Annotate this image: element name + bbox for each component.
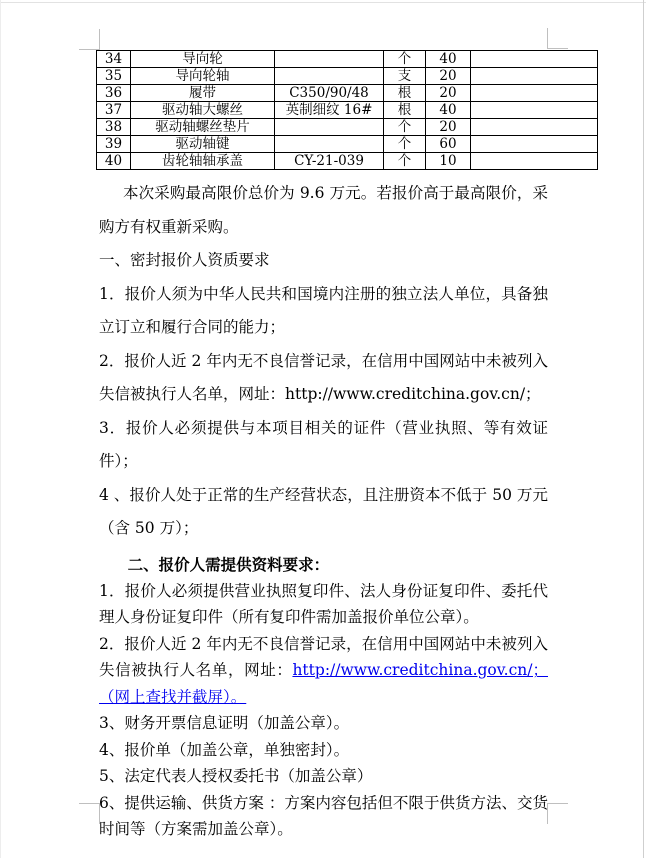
cell-unit: 个 [384,119,426,136]
section2-item: 3、财务开票信息证明（加盖公章）。 [99,714,350,732]
section1-item: 1．报价人须为中华人民共和国境内注册的独立法人单位，具备独立订立和履行合同的能力； [99,284,548,336]
cell-unit: 根 [384,85,426,102]
table-row [97,51,598,68]
cell-spec: CY-21-039 [275,153,384,170]
cell-qty: 10 [426,153,471,170]
cell-spec [275,51,384,68]
cell-index: 36 [97,85,131,102]
margin-crop-mark-bottom-left [79,803,100,824]
section2-heading: 二、报价人需提供资料要求： [127,554,330,574]
cell-name: 导向轮轴 [131,68,275,85]
parts-table [96,50,598,170]
cell-note [471,136,598,153]
section1-item: 3．报价人必须提供与本项目相关的证件（营业执照、等有效证件）； [99,418,548,470]
cell-qty: 40 [426,51,471,68]
cell-spec [275,68,384,85]
cell-spec [275,119,384,136]
creditchina-hyperlink[interactable]: http://www.creditchina.gov.cn/；（网上查找并截屏）。 [99,661,548,706]
cell-unit: 个 [384,136,426,153]
cell-note [471,68,598,85]
cell-spec: C350/90/48 [275,85,384,102]
table-row [97,119,598,136]
margin-crop-mark-top-left [79,29,100,50]
cell-index: 35 [97,68,131,85]
cell-note [471,51,598,68]
cell-note [471,119,598,136]
cell-spec: 英制细纹 16# [275,102,384,119]
cell-spec [275,136,384,153]
cell-note [471,102,598,119]
cell-unit: 个 [384,51,426,68]
cell-name: 驱动轴螺丝垫片 [131,119,275,136]
cell-qty: 40 [426,102,471,119]
cell-qty: 20 [426,119,471,136]
table-row [97,102,598,119]
cell-unit: 个 [384,153,426,170]
cell-note [471,85,598,102]
cell-index: 38 [97,119,131,136]
document-body-text [99,177,548,843]
section1-item: 4 、报价人处于正常的生产经营状态，且注册资本不低于 50 万元（含 50 万）； [99,485,548,537]
section2-item2-text: 2．报价人近 2 年内无不良信誉记录，在信用中国网站中未被列入失信被执行人名单，网址： [99,634,548,679]
cell-qty: 20 [426,68,471,85]
page-top-edge [0,2,646,3]
table-row [97,136,598,153]
cell-index: 34 [97,51,131,68]
cell-name: 导向轮 [131,51,275,68]
section2-item: 6、提供运输、供货方案 ：方案内容包括但不限于供货方法、交货时间等（方案需加盖公章）。 [99,793,548,838]
page-right-edge [643,0,644,858]
section1-heading: 一、密封报价人资质要求 [99,251,270,269]
cell-note [471,153,598,170]
margin-crop-mark-bottom-right [547,803,568,824]
cell-name: 齿轮轴轴承盖 [131,153,275,170]
section2-item: 5、法定代表人授权委托书（加盖公章） [99,767,373,785]
cell-name: 驱动轴键 [131,136,275,153]
section2-item: 4、报价单（加盖公章，单独密封）。 [99,740,350,759]
intro-paragraph: 本次采购最高限价总价为 9.6 万元。若报价高于最高限价，采购方有权重新采购。 [99,184,548,236]
table-row [97,85,598,102]
cell-index: 40 [97,153,131,170]
cell-unit: 根 [384,102,426,119]
section2-item [99,631,548,711]
cell-index: 37 [97,102,131,119]
margin-crop-mark-top-right [547,28,568,49]
table-row [97,68,598,85]
table-row [97,153,598,170]
cell-qty: 20 [426,85,471,102]
section2-item: 1．报价人必须提供营业执照复印件、法人身份证复印件、委托代理人身份证复印件（所有复印件需加盖报价单位公章）。 [99,581,548,626]
cell-qty: 60 [426,136,471,153]
section1-item: 2．报价人近 2 年内无不良信誉记录，在信用中国网站中未被列入失信被执行人名单，网址：http://www.creditchina.gov.cn/； [99,351,548,403]
cell-index: 39 [97,136,131,153]
cell-unit: 支 [384,68,426,85]
page-left-edge [0,0,1,858]
cell-name: 履带 [131,85,275,102]
cell-name: 驱动轴大螺丝 [131,102,275,119]
